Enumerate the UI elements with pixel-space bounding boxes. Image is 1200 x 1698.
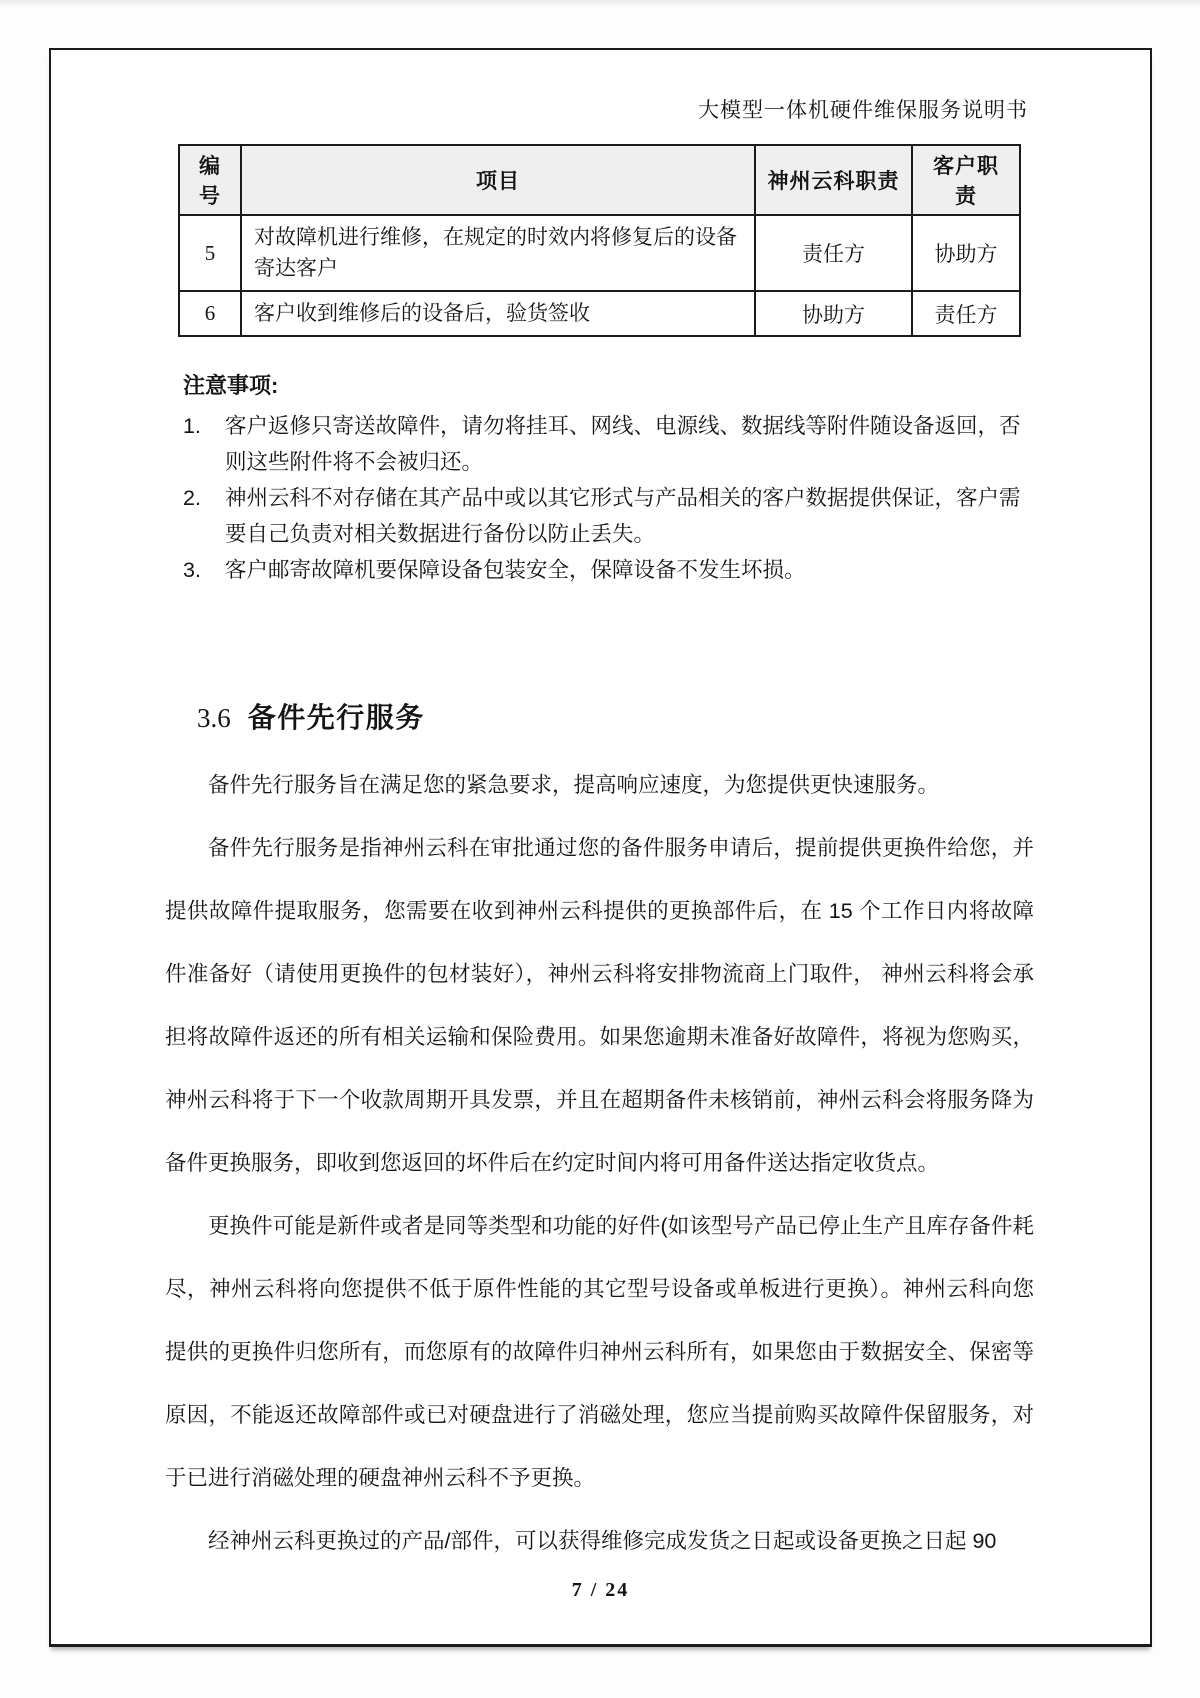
notes-title: 注意事项: <box>183 373 279 398</box>
page-number: 7 / 24 <box>571 1579 630 1601</box>
section-title: 备件先行服务 <box>247 702 425 733</box>
note-number: 1. <box>183 414 201 438</box>
section-number: 3.6 <box>197 703 231 733</box>
document-header-title: 大模型一体机硬件维保服务说明书 <box>698 98 1028 122</box>
notes-list <box>183 408 1032 588</box>
table-cell-no: 5 <box>179 215 241 291</box>
table-header-item: 项目 <box>241 145 755 215</box>
paragraph: 经神州云科更换过的产品/部件，可以获得维修完成发货之日起或设备更换之日起 90 <box>208 1529 997 1553</box>
paragraph: 备件先行服务是指神州云科在审批通过您的备件服务申请后，提前提供更换件给您，并提供故障件提取服务，您需要在收到神州云科提供的更换部件后，在 15 个工作日内将故障件准备好（请使用更换件的包材装好），神州云科将安排物流商上门取件， 神州云科将会承担将故障件返还的所有相关运输和保险费用。如果您逾期未准备好故障件，将视为您购买，神州云科将于下一个收款周期开具发票，并且在超期备件未核销前，神州云科会将服务降为备件更换服务，即收到您返回的坏件后在约定时间内将可用备件送达指定收货点。 <box>165 836 1034 1175</box>
table-cell-item: 客户收到维修后的设备后，验货签收 <box>241 291 755 336</box>
document-page <box>49 48 1152 1647</box>
table-cell-customer: 责任方 <box>912 291 1020 336</box>
list-item <box>183 552 1032 588</box>
section-heading <box>197 696 1150 736</box>
table-cell-szyk: 责任方 <box>755 215 912 291</box>
note-number: 3. <box>183 558 201 582</box>
note-text: 神州云科不对存储在其产品中或以其它形式与产品相关的客户数据提供保证，客户需要自己负责对相关数据进行备份以防止丢失。 <box>225 486 1021 546</box>
table-cell-item: 对故障机进行维修，在规定的时效内将修复后的设备寄达客户 <box>241 215 755 291</box>
table-header-row <box>179 145 1020 215</box>
table-row <box>179 291 1020 336</box>
note-number: 2. <box>183 486 201 510</box>
section-body <box>165 754 1034 1573</box>
table-header-szyk: 神州云科职责 <box>755 145 912 215</box>
table-row <box>179 215 1020 291</box>
table-header-no: 编号 <box>179 145 241 215</box>
table-cell-customer: 协助方 <box>912 215 1020 291</box>
note-text: 客户返修只寄送故障件，请勿将挂耳、网线、电源线、数据线等附件随设备返回，否则这些附件将不会被归还。 <box>225 414 1021 474</box>
responsibility-table <box>178 144 1021 337</box>
note-text: 客户邮寄故障机要保障设备包装安全，保障设备不发生坏损。 <box>225 558 806 582</box>
table-cell-szyk: 协助方 <box>755 291 912 336</box>
list-item <box>183 480 1032 552</box>
paragraph: 备件先行服务旨在满足您的紧急要求，提高响应速度，为您提供更快速服务。 <box>208 773 940 797</box>
table-header-customer: 客户职责 <box>912 145 1020 215</box>
table-cell-no: 6 <box>179 291 241 336</box>
scan-edge-shadow <box>0 0 1200 8</box>
paragraph: 更换件可能是新件或者是同等类型和功能的好件(如该型号产品已停止生产且库存备件耗尽，神州云科将向您提供不低于原件性能的其它型号设备或单板进行更换）。神州云科向您提供的更换件归您所有，而您原有的故障件归神州云科所有，如果您由于数据安全、保密等原因，不能返还故障部件或已对硬盘进行了消磁处理，您应当提前购买故障件保留服务，对于已进行消磁处理的硬盘神州云科不予更换。 <box>165 1214 1034 1490</box>
list-item <box>183 408 1032 480</box>
